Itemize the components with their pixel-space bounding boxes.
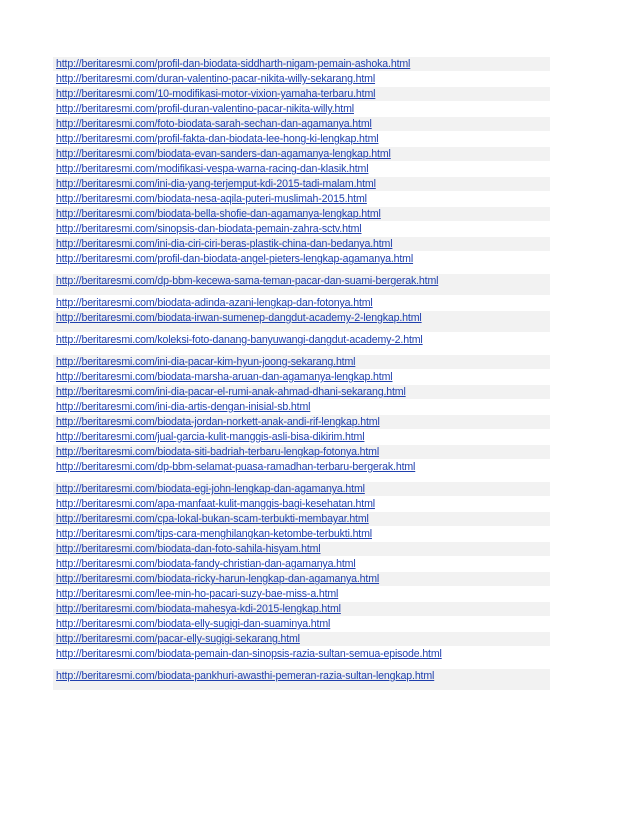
link[interactable]: http://beritaresmi.com/profil-dan-biodata-siddharth-nigam-pemain-ashoka.html bbox=[56, 58, 411, 70]
link[interactable]: http://beritaresmi.com/biodata-nesa-aqila-puteri-muslimah-2015.html bbox=[56, 193, 367, 205]
table-row bbox=[53, 177, 550, 192]
link[interactable]: http://beritaresmi.com/biodata-dan-foto-sahila-hisyam.html bbox=[56, 543, 321, 555]
table-row bbox=[53, 311, 550, 333]
link[interactable]: http://beritaresmi.com/biodata-pankhuri-awasthi-pemeran-razia-sultan-lengkap.html bbox=[56, 670, 435, 682]
link[interactable]: http://beritaresmi.com/biodata-irwan-sumenep-dangdut-academy-2-lengkap.html bbox=[56, 312, 422, 324]
link[interactable]: http://beritaresmi.com/tips-cara-menghilangkan-ketombe-terbukti.html bbox=[56, 528, 372, 540]
table-row bbox=[53, 542, 550, 557]
table-row bbox=[53, 192, 550, 207]
table-row bbox=[53, 482, 550, 497]
table-row bbox=[53, 222, 550, 237]
link[interactable]: http://beritaresmi.com/profil-duran-valentino-pacar-nikita-willy.html bbox=[56, 103, 354, 115]
link[interactable]: http://beritaresmi.com/10-modifikasi-motor-vixion-yamaha-terbaru.html bbox=[56, 88, 376, 100]
link[interactable]: http://beritaresmi.com/ini-dia-yang-terjemput-kdi-2015-tadi-malam.html bbox=[56, 178, 376, 190]
link[interactable]: http://beritaresmi.com/dp-bbm-selamat-puasa-ramadhan-terbaru-bergerak.html bbox=[56, 461, 416, 473]
link[interactable]: http://beritaresmi.com/ini-dia-ciri-ciri-beras-plastik-china-dan-bedanya.html bbox=[56, 238, 393, 250]
link[interactable]: http://beritaresmi.com/koleksi-foto-danang-banyuwangi-dangdut-academy-2.html bbox=[56, 334, 423, 346]
link[interactable]: http://beritaresmi.com/dp-bbm-kecewa-sama-teman-pacar-dan-suami-bergerak.html bbox=[56, 275, 439, 287]
table-row bbox=[53, 445, 550, 460]
table-row bbox=[53, 117, 550, 132]
link[interactable]: http://beritaresmi.com/biodata-fandy-christian-dan-agamanya.html bbox=[56, 558, 356, 570]
table-row bbox=[53, 385, 550, 400]
link[interactable]: http://beritaresmi.com/duran-valentino-pacar-nikita-willy-sekarang.html bbox=[56, 73, 376, 85]
table-row bbox=[53, 274, 550, 296]
table-row bbox=[53, 207, 550, 222]
link-table bbox=[53, 57, 550, 691]
table-row bbox=[53, 72, 550, 87]
link[interactable]: http://beritaresmi.com/ini-dia-pacar-el-rumi-anak-ahmad-dhani-sekarang.html bbox=[56, 386, 406, 398]
link[interactable]: http://beritaresmi.com/biodata-ricky-harun-lengkap-dan-agamanya.html bbox=[56, 573, 380, 585]
table-row bbox=[53, 602, 550, 617]
table-row bbox=[53, 237, 550, 252]
link[interactable]: http://beritaresmi.com/sinopsis-dan-biodata-pemain-zahra-sctv.html bbox=[56, 223, 362, 235]
table-row bbox=[53, 296, 550, 311]
link[interactable]: http://beritaresmi.com/biodata-elly-sugigi-dan-suaminya.html bbox=[56, 618, 331, 630]
link[interactable]: http://beritaresmi.com/ini-dia-artis-dengan-inisial-sb.html bbox=[56, 401, 311, 413]
link[interactable]: http://beritaresmi.com/cpa-lokal-bukan-scam-terbukti-membayar.html bbox=[56, 513, 369, 525]
link[interactable]: http://beritaresmi.com/lee-min-ho-pacari-suzy-bae-miss-a.html bbox=[56, 588, 339, 600]
table-row bbox=[53, 147, 550, 162]
table-row bbox=[53, 587, 550, 602]
table-row bbox=[53, 430, 550, 445]
table-row bbox=[53, 497, 550, 512]
table-row bbox=[53, 527, 550, 542]
link[interactable]: http://beritaresmi.com/biodata-mahesya-kdi-2015-lengkap.html bbox=[56, 603, 341, 615]
table-row bbox=[53, 557, 550, 572]
link[interactable]: http://beritaresmi.com/biodata-bella-shofie-dan-agamanya-lengkap.html bbox=[56, 208, 381, 220]
table-row bbox=[53, 632, 550, 647]
link[interactable]: http://beritaresmi.com/profil-fakta-dan-biodata-lee-hong-ki-lengkap.html bbox=[56, 133, 379, 145]
link[interactable]: http://beritaresmi.com/biodata-egi-john-lengkap-dan-agamanya.html bbox=[56, 483, 365, 495]
table-row bbox=[53, 647, 550, 669]
link[interactable]: http://beritaresmi.com/profil-dan-biodata-angel-pieters-lengkap-agamanya.html bbox=[56, 253, 414, 265]
link[interactable]: http://beritaresmi.com/biodata-adinda-azani-lengkap-dan-fotonya.html bbox=[56, 297, 373, 309]
table-row bbox=[53, 87, 550, 102]
table-row bbox=[53, 572, 550, 587]
link[interactable]: http://beritaresmi.com/apa-manfaat-kulit-manggis-bagi-kesehatan.html bbox=[56, 498, 375, 510]
link[interactable]: http://beritaresmi.com/biodata-jordan-norkett-anak-andi-rif-lengkap.html bbox=[56, 416, 380, 428]
link[interactable]: http://beritaresmi.com/ini-dia-pacar-kim-hyun-joong-sekarang.html bbox=[56, 356, 356, 368]
table-row bbox=[53, 57, 550, 72]
link[interactable]: http://beritaresmi.com/biodata-siti-badriah-terbaru-lengkap-fotonya.html bbox=[56, 446, 380, 458]
link[interactable]: http://beritaresmi.com/biodata-marsha-aruan-dan-agamanya-lengkap.html bbox=[56, 371, 393, 383]
link[interactable]: http://beritaresmi.com/biodata-evan-sanders-dan-agamanya-lengkap.html bbox=[56, 148, 391, 160]
table-row bbox=[53, 415, 550, 430]
table-row bbox=[53, 333, 550, 355]
table-row bbox=[53, 617, 550, 632]
table-row bbox=[53, 669, 550, 691]
table-row bbox=[53, 400, 550, 415]
table-row bbox=[53, 460, 550, 482]
table-row bbox=[53, 512, 550, 527]
link[interactable]: http://beritaresmi.com/biodata-pemain-dan-sinopsis-razia-sultan-semua-episode.html bbox=[56, 648, 442, 660]
link[interactable]: http://beritaresmi.com/foto-biodata-sarah-sechan-dan-agamanya.html bbox=[56, 118, 372, 130]
table-row bbox=[53, 355, 550, 370]
table-row bbox=[53, 370, 550, 385]
table-row bbox=[53, 252, 550, 274]
table-row bbox=[53, 132, 550, 147]
table-row bbox=[53, 162, 550, 177]
link[interactable]: http://beritaresmi.com/modifikasi-vespa-warna-racing-dan-klasik.html bbox=[56, 163, 369, 175]
link[interactable]: http://beritaresmi.com/pacar-elly-sugigi-sekarang.html bbox=[56, 633, 300, 645]
table-row bbox=[53, 102, 550, 117]
link[interactable]: http://beritaresmi.com/jual-garcia-kulit-manggis-asli-bisa-dikirim.html bbox=[56, 431, 365, 443]
